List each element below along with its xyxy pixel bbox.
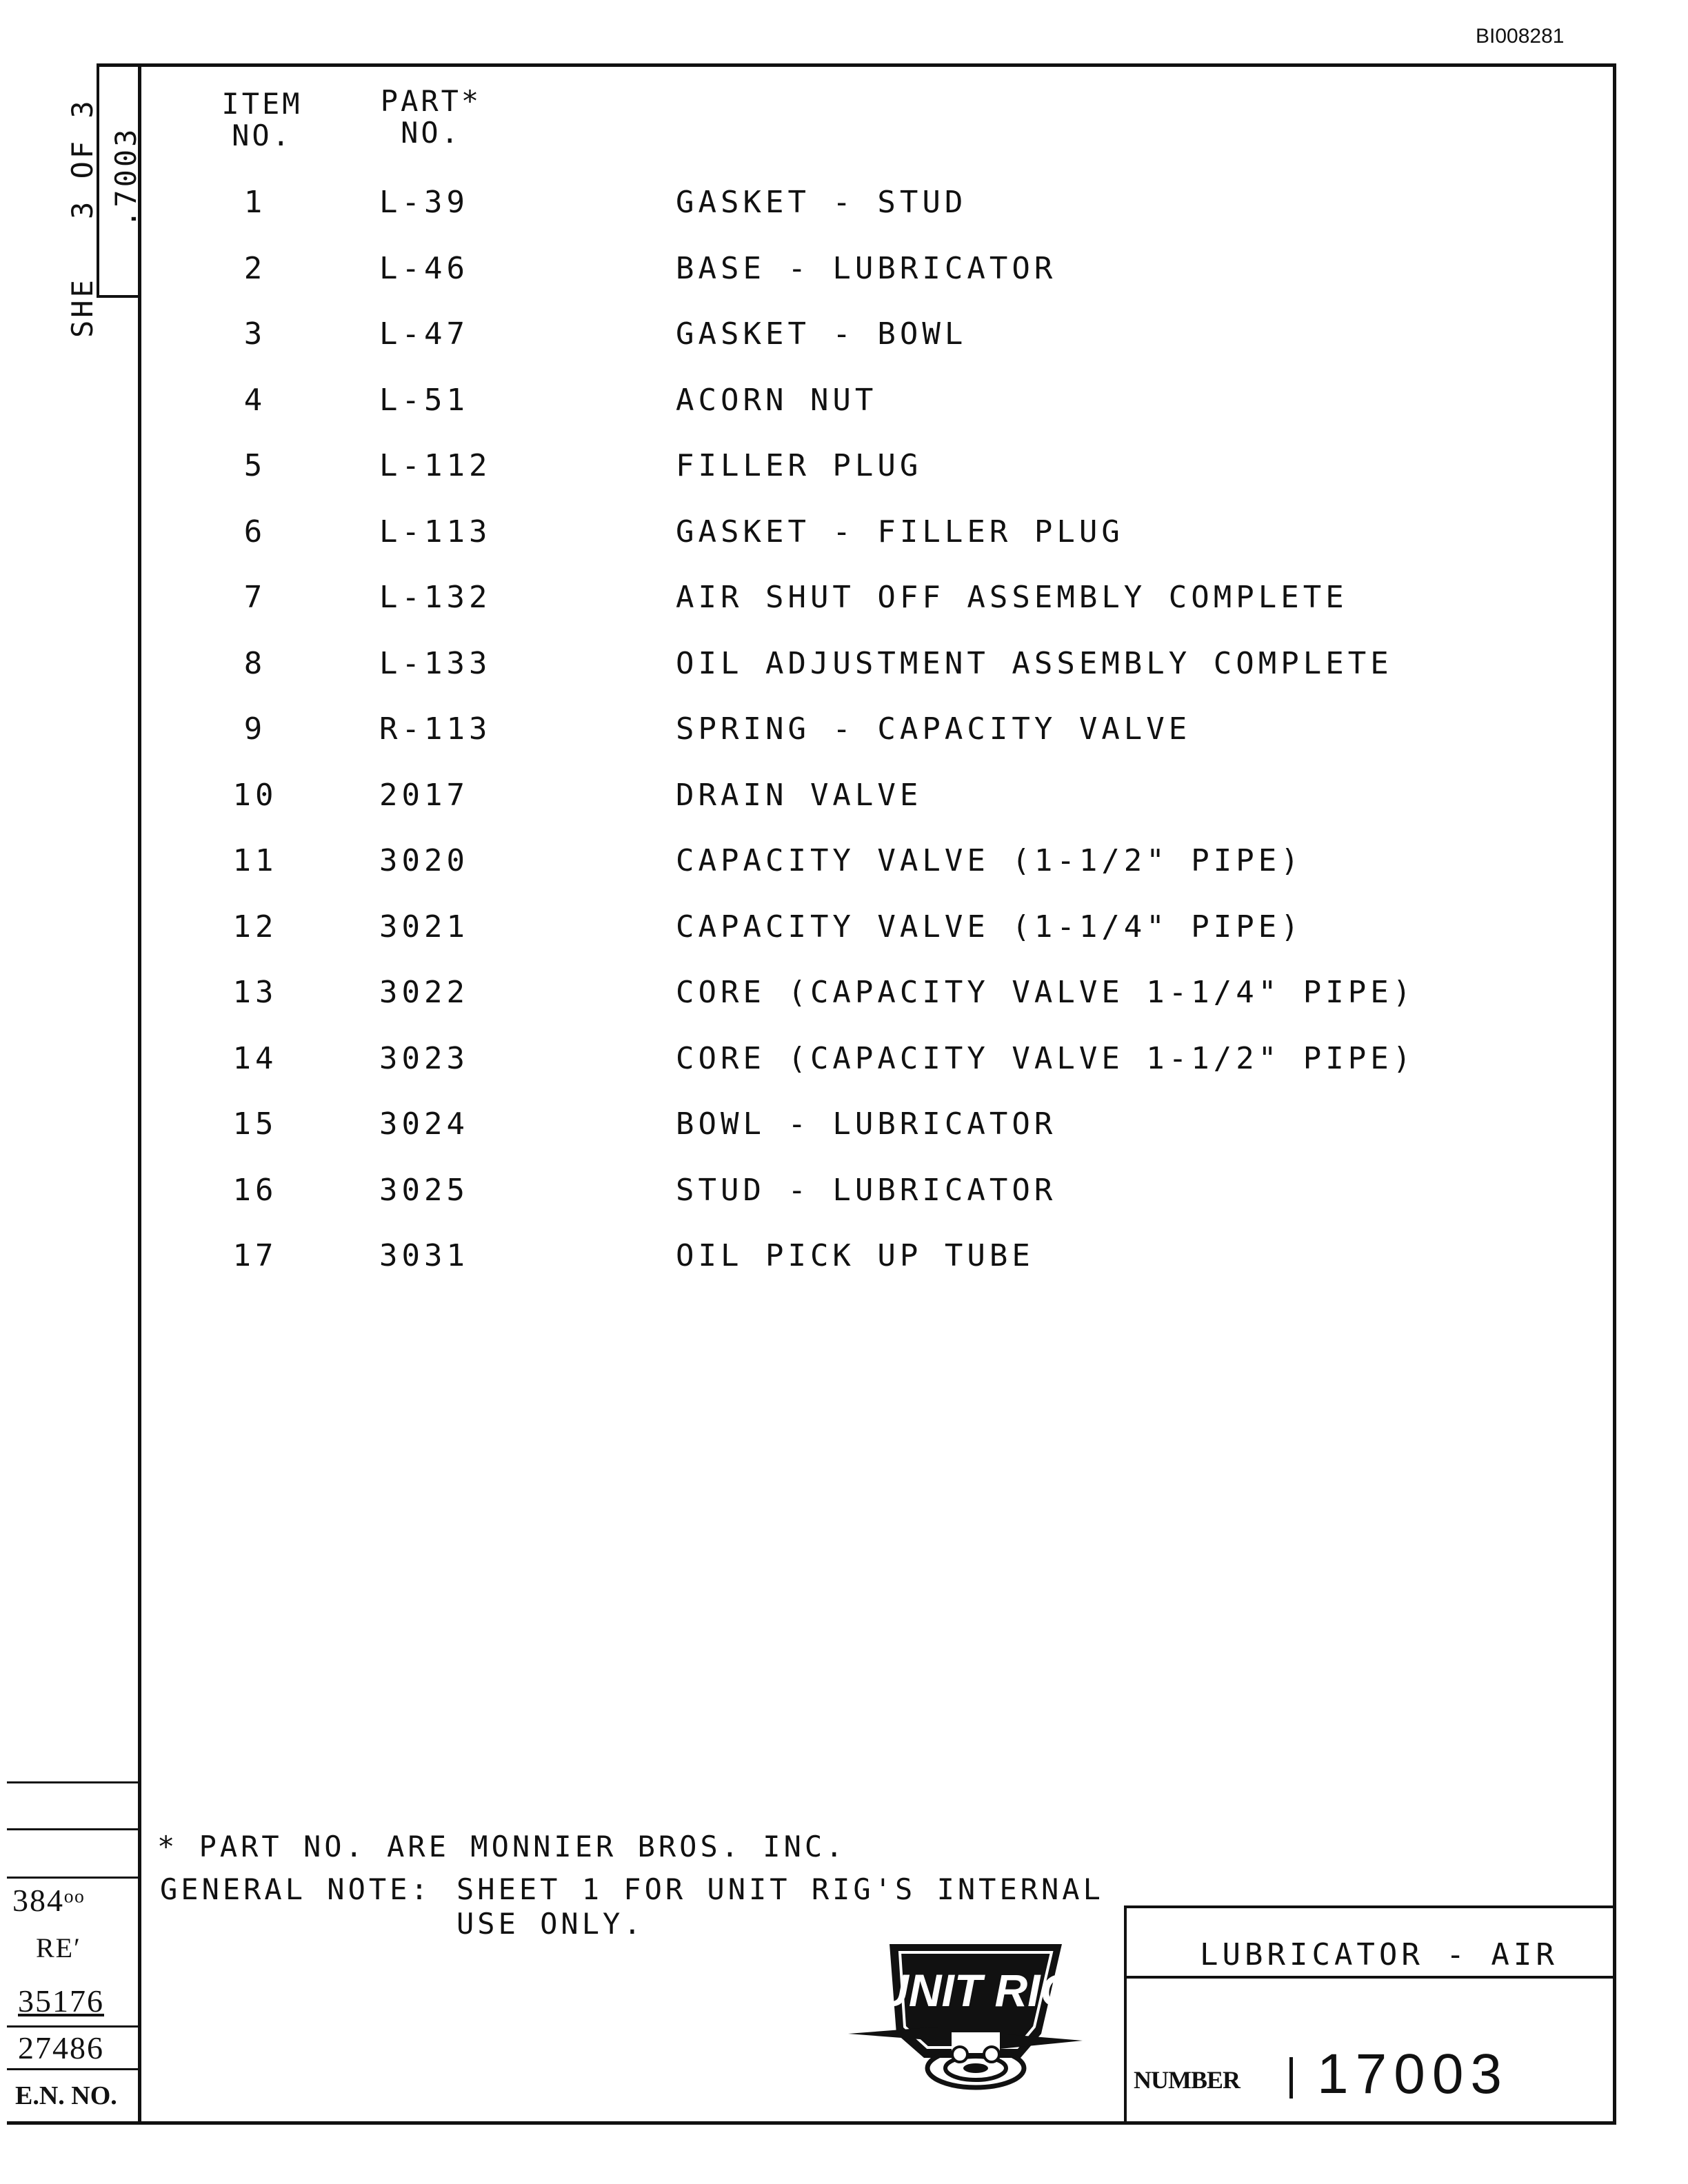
revision-3: 35176	[18, 1983, 104, 2019]
part-description: GASKET - STUD	[676, 185, 967, 220]
part-description: CAPACITY VALVE (1-1/2" PIPE)	[676, 843, 1303, 878]
table-row	[0, 975, 1586, 1016]
item-number: 6	[243, 514, 267, 549]
part-description: OIL ADJUSTMENT ASSEMBLY COMPLETE	[676, 645, 1393, 681]
item-number: 3	[243, 316, 267, 352]
part-description: CORE (CAPACITY VALVE 1-1/2" PIPE)	[676, 1040, 1416, 1076]
item-number: 10	[232, 777, 278, 813]
sheet-label: SHE	[66, 277, 99, 338]
part-number: 3031	[379, 1238, 469, 1273]
title-block-divider	[1124, 1976, 1616, 1979]
frame-left-inner	[138, 63, 141, 2125]
item-number: 17	[232, 1238, 278, 1273]
part-description: GASKET - BOWL	[676, 316, 967, 352]
table-row	[0, 251, 1586, 292]
header-item-no: ITEM NO.	[221, 87, 303, 152]
revision-4: 27486	[18, 2030, 104, 2065]
item-number: 15	[232, 1106, 278, 1142]
table-row	[0, 843, 1586, 884]
part-number: 3021	[379, 909, 469, 944]
part-description: DRAIN VALVE	[676, 777, 923, 813]
item-number: 7	[243, 580, 267, 615]
item-number: 9	[243, 711, 267, 747]
item-number: 2	[243, 250, 267, 286]
part-number: 3022	[379, 975, 469, 1010]
table-row	[0, 514, 1586, 556]
revision-1: 384ᵒᵒ	[12, 1883, 86, 1918]
part-description: CORE (CAPACITY VALVE 1-1/4" PIPE)	[676, 975, 1416, 1010]
item-number: 16	[232, 1172, 278, 1208]
rev-line-2	[7, 1828, 141, 1830]
item-number: 5	[243, 448, 267, 483]
item-number: 11	[232, 843, 278, 878]
table-row	[0, 1041, 1586, 1082]
rev-line-4	[7, 2025, 141, 2028]
part-number: L-51	[379, 382, 469, 418]
rev-line-1	[7, 1781, 141, 1783]
part-number: L-112	[379, 448, 492, 483]
part-description: STUD - LUBRICATOR	[676, 1172, 1057, 1208]
part-number: R-113	[379, 711, 492, 747]
part-description: BOWL - LUBRICATOR	[676, 1106, 1057, 1142]
part-number: 3024	[379, 1106, 469, 1142]
item-number: 4	[243, 382, 267, 418]
footnote: * PART NO. ARE MONNIER BROS. INC.	[157, 1830, 847, 1863]
table-row	[0, 448, 1586, 489]
table-row	[0, 1173, 1586, 1214]
table-row	[0, 1238, 1586, 1280]
part-description: AIR SHUT OFF ASSEMBLY COMPLETE	[676, 580, 1348, 615]
part-description: BASE - LUBRICATOR	[676, 250, 1057, 286]
part-description: SPRING - CAPACITY VALVE	[676, 711, 1192, 747]
part-description: CAPACITY VALVE (1-1/4" PIPE)	[676, 909, 1303, 944]
sheet-value: 3 OF 3	[66, 98, 99, 219]
item-number: 12	[232, 909, 278, 944]
frame-bottom	[7, 2121, 1616, 2125]
part-number: L-47	[379, 316, 469, 352]
part-description: OIL PICK UP TUBE	[676, 1238, 1034, 1273]
part-number: L-46	[379, 250, 469, 286]
part-number: L-132	[379, 580, 492, 615]
part-description: GASKET - FILLER PLUG	[676, 514, 1124, 549]
part-description: FILLER PLUG	[676, 448, 923, 483]
general-note-line-2: USE ONLY.	[456, 1907, 645, 1941]
document-id: BI008281	[1476, 25, 1565, 48]
side-strip-divider	[97, 295, 141, 298]
part-number: L-133	[379, 645, 492, 681]
table-row	[0, 185, 1586, 226]
frame-right	[1613, 63, 1616, 2125]
table-row	[0, 909, 1586, 951]
en-number-label: E.N. NO.	[15, 2081, 117, 2110]
part-number: 2017	[379, 777, 469, 813]
part-number: 3020	[379, 843, 469, 878]
drawing-number-side: .7003	[109, 126, 143, 228]
frame-top	[97, 63, 1616, 67]
logo-text: UNIT RIG	[876, 1965, 1076, 2016]
table-row	[0, 646, 1586, 687]
part-description: ACORN NUT	[676, 382, 878, 418]
item-number: 8	[243, 645, 267, 681]
table-row	[0, 1106, 1586, 1148]
general-note-label: GENERAL NOTE:	[160, 1872, 432, 1906]
item-number: 13	[232, 975, 278, 1010]
table-row	[0, 711, 1586, 753]
unit-rig-logo	[841, 1930, 1089, 2096]
rev-line-5	[7, 2068, 141, 2070]
part-number: 3023	[379, 1040, 469, 1076]
table-row	[0, 383, 1586, 424]
table-row	[0, 778, 1586, 819]
table-row	[0, 316, 1586, 358]
item-number: 14	[232, 1040, 278, 1076]
part-number: L-39	[379, 185, 469, 220]
part-number: L-113	[379, 514, 492, 549]
drawing-title: LUBRICATOR - AIR	[1200, 1937, 1558, 1972]
part-number: 3025	[379, 1172, 469, 1208]
general-note-line-1: SHEET 1 FOR UNIT RIG'S INTERNAL	[456, 1872, 1104, 1906]
drawing-number-bar	[1289, 2057, 1293, 2099]
title-block-left	[1124, 1905, 1127, 2125]
item-number: 1	[243, 185, 267, 220]
revision-2: RE′	[36, 1932, 81, 1963]
title-block-top	[1124, 1905, 1616, 1908]
rev-line-3	[7, 1877, 141, 1879]
table-row	[0, 580, 1586, 621]
drawing-number: 17003	[1317, 2043, 1509, 2105]
drawing-number-label: NUMBER	[1134, 2066, 1240, 2094]
header-part-no: PART* NO.	[380, 84, 482, 150]
